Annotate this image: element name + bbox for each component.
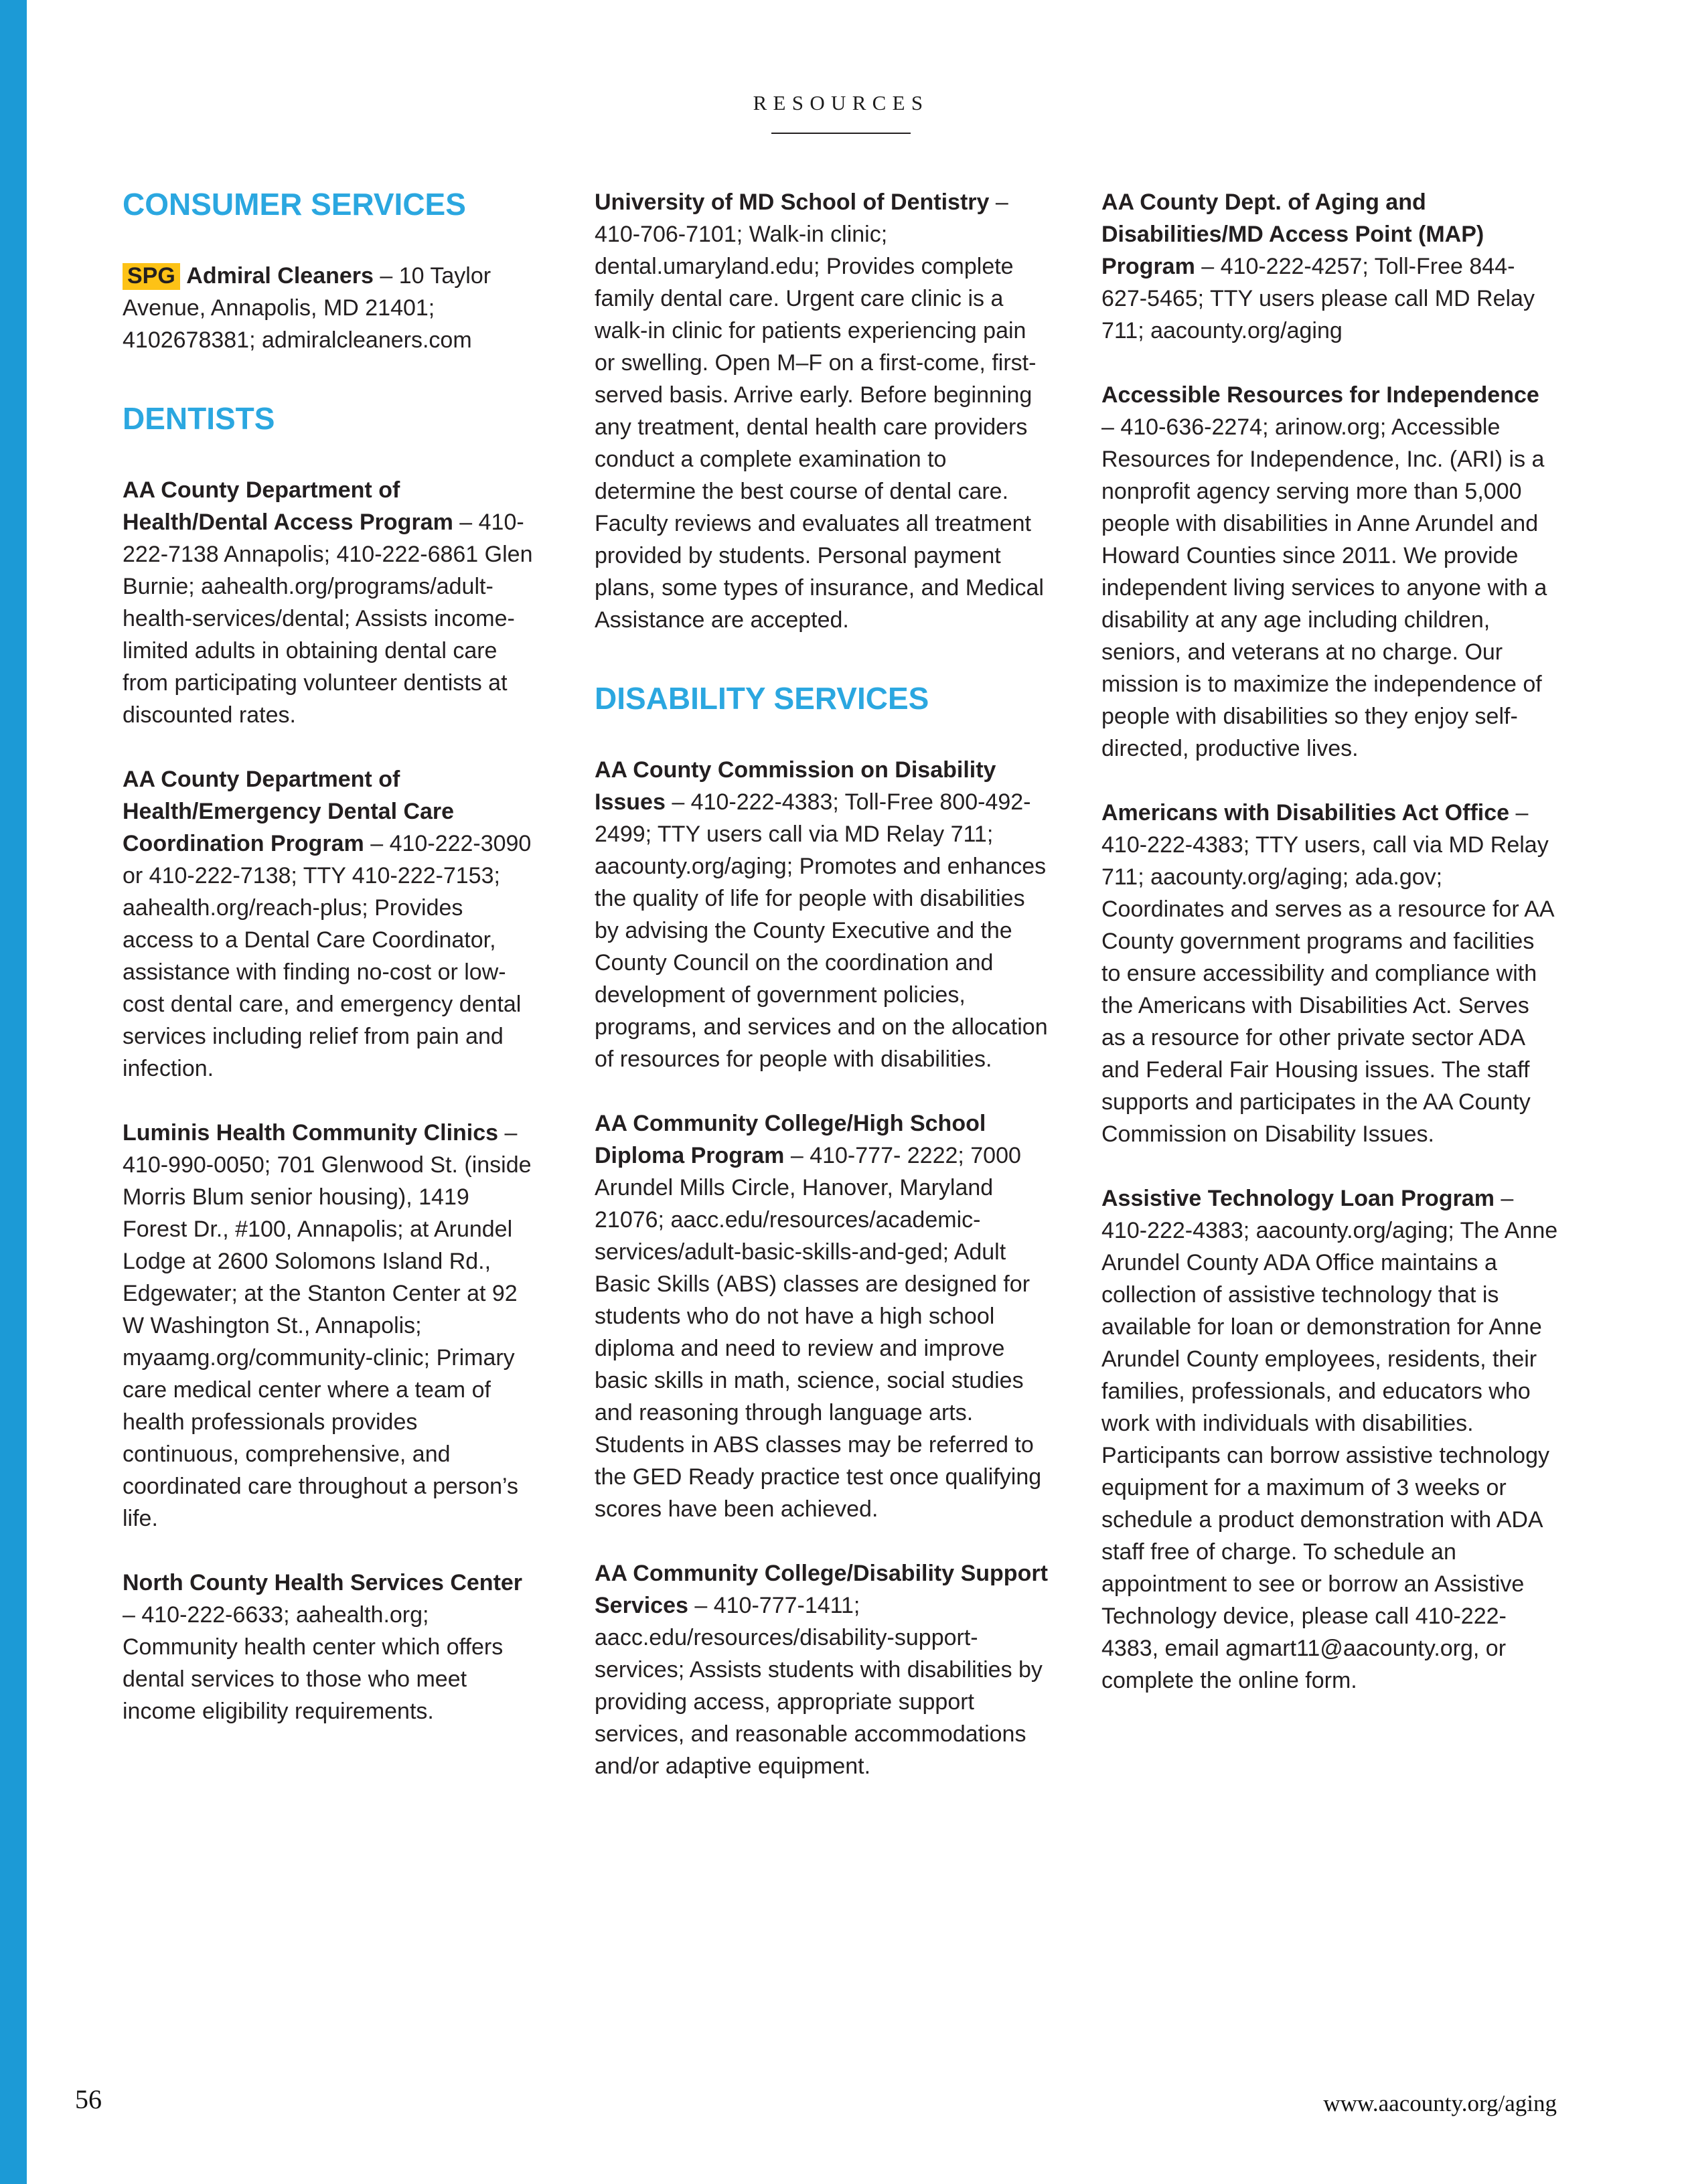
directory-entry — [595, 1557, 1049, 1782]
entry-body: – 410-222-3090 or 410-222-7138; TTY 410-222-7153; aahealth.org/reach-plus; Provides access to a Dental Care Coordinator, assistance with finding no-cost or low-cost dental care, and emergency dental services including relief from pain and infection. — [123, 831, 532, 1081]
entry-body: – 410-777-1411; aacc.edu/resources/disability-support-services; Assists students with disabilities by providing access, appropriate support services, and reasonable accommodations and/or adaptive equipment. — [595, 1593, 1043, 1779]
section-heading: DISABILITY SERVICES — [595, 681, 929, 716]
directory-entry — [123, 1567, 536, 1727]
entry-title: Luminis Health Community Clinics — [123, 1120, 499, 1146]
section-heading: DENTISTS — [123, 401, 275, 436]
entry-body: – 410-706-7101; Walk-in clinic; dental.umaryland.edu; Provides complete family dental care. Urgent care clinic is a walk-in clinic for patients experiencing pain or swelling. Open M–F on a first-come, first-served basis. Arrive early. Before beginning any treatment, dental health care providers conduct a complete examination to determine the best course of dental care. Faculty reviews and evaluates all treatment provided by students. Personal payment plans, some types of insurance, and Medical Assistance are accepted. — [595, 189, 1044, 633]
entry-body: – 410-222-4383; aacounty.org/aging; The Anne Arundel County ADA Office maintains a collection of assistive technology that is available for loan or demonstration for Anne Arundel County employees, residents, their families, professionals, and educators who work with individuals with disabilities. Participants can borrow assistive technology equipment for a maximum of 3 weeks or schedule a product demonstration with ADA staff free of charge. To schedule an appointment to see or borrow an Assistive Technology device, please call 410-222-4383, email agmart11@aacounty.org, or complete the online form. — [1101, 1186, 1558, 1693]
entry-body: – 410-222-4383; Toll-Free 800-492-2499; TTY users call via MD Relay 711; aacounty.org/aging; Promotes and enhances the quality of life for people with disabilities by advising the County Executive and the County Council on the coordination and development of government policies, programs, and services and on the allocation of resources for people with disabilities. — [595, 789, 1048, 1072]
entry-badge: SPG — [123, 263, 180, 290]
page-header-title: RESOURCES — [753, 91, 929, 114]
entry-title: Americans with Disabilities Act Office — [1101, 800, 1510, 826]
entry-body: – 10 Taylor Avenue, Annapolis, MD 21401; 4102678381; admiralcleaners.com — [123, 263, 491, 353]
column-2 — [595, 186, 1049, 1814]
entry-body: – 410-222-4383; TTY users, call via MD Relay 711; aacounty.org/aging; ada.gov; Coordinates and serves as a resource for AA County government programs and facilities to ensure accessibility and compliance with the Americans with Disabilities Act. Serves as a resource for other private sector ADA and Federal Fair Housing issues. The staff supports and participates in the AA County Commission on Disability Issues. — [1101, 800, 1553, 1147]
directory-entry — [595, 186, 1049, 636]
directory-entry — [123, 1117, 536, 1535]
entry-title: Accessible Resources for Independence — [1101, 382, 1539, 408]
entry-title: AA Community College/High School Diploma Program — [595, 1111, 986, 1168]
section-heading: CONSUMER SERVICES — [123, 187, 466, 222]
entry-body: – 410-222-7138 Annapolis; 410-222-6861 Glen Burnie; aahealth.org/programs/adult-health-services/dental; Assists income-limited adults in obtaining dental care from participating volunteer dentists at discounted rates. — [123, 510, 533, 728]
directory-entry — [595, 754, 1049, 1075]
entry-body: – 410-636-2274; arinow.org; Accessible Resources for Independence, Inc. (ARI) is a nonprofit agency serving more than 5,000 people with disabilities in Anne Arundel and Howard Counties since 2011. We provide independent living services to anyone with a disability at any age including children, seniors, and veterans at no charge. Our mission is to maximize the independence of people with disabilities so they enjoy self-directed, productive lives. — [1101, 414, 1547, 761]
directory-entry — [1101, 186, 1558, 347]
directory-entry — [123, 763, 536, 1085]
entry-title: AA County Department of Health/Dental Access Program — [123, 477, 453, 535]
header-underline — [771, 133, 911, 134]
directory-entry — [123, 260, 536, 356]
entry-title: AA County Commission on Disability Issues — [595, 757, 996, 815]
entry-title: Admiral Cleaners — [186, 263, 374, 289]
entry-body: – 410-222-4257; Toll-Free 844-627-5465; TTY users please call MD Relay 711; aacounty.org/aging — [1101, 254, 1535, 343]
entry-title: AA County Department of Health/Emergency Dental Care Coordination Program — [123, 767, 455, 856]
directory-entry — [1101, 379, 1558, 765]
directory-entry — [595, 1107, 1049, 1525]
directory-entry — [123, 474, 536, 731]
entry-title: University of MD School of Dentistry — [595, 189, 990, 215]
page-number: 56 — [75, 2084, 102, 2114]
column-1 — [123, 186, 536, 1760]
entry-body: – 410-777- 2222; 7000 Arundel Mills Circle, Hanover, Maryland 21076; aacc.edu/resources/academic-services/adult-basic-skills-and-ged; Adult Basic Skills (ABS) classes are designed for students who do not have a high school diploma and need to review and improve basic skills in math, science, social studies and reasoning through language arts. Students in ABS classes may be referred to the GED Ready practice test once qualifying scores have been achieved. — [595, 1143, 1042, 1522]
directory-entry — [1101, 1182, 1558, 1697]
entry-body: – 410-222-6633; aahealth.org; Community health center which offers dental services to those who meet income eligibility requirements. — [123, 1602, 504, 1724]
entry-body: – 410-990-0050; 701 Glenwood St. (inside Morris Blum senior housing), 1419 Forest Dr., #100, Annapolis; at Arundel Lodge at 2600 Solomons Island Rd., Edgewater; at the Stanton Center at 92 W Washington St., Annapolis; myaamg.org/community-clinic; Primary care medical center where a team of health professionals provides continuous, comprehensive, and coordinated care throughout a person’s life. — [123, 1120, 532, 1531]
left-accent-bar — [0, 0, 27, 2184]
entry-title: Assistive Technology Loan Program — [1101, 1186, 1495, 1211]
column-3 — [1101, 186, 1558, 1729]
directory-entry — [1101, 797, 1558, 1150]
entry-title: North County Health Services Center — [123, 1570, 523, 1595]
footer-url: www.aacounty.org/aging — [1323, 2090, 1557, 2116]
entry-title: AA County Dept. of Aging and Disabilities/MD Access Point (MAP) Program — [1101, 189, 1484, 279]
entry-title: AA Community College/Disability Support Services — [595, 1561, 1048, 1618]
